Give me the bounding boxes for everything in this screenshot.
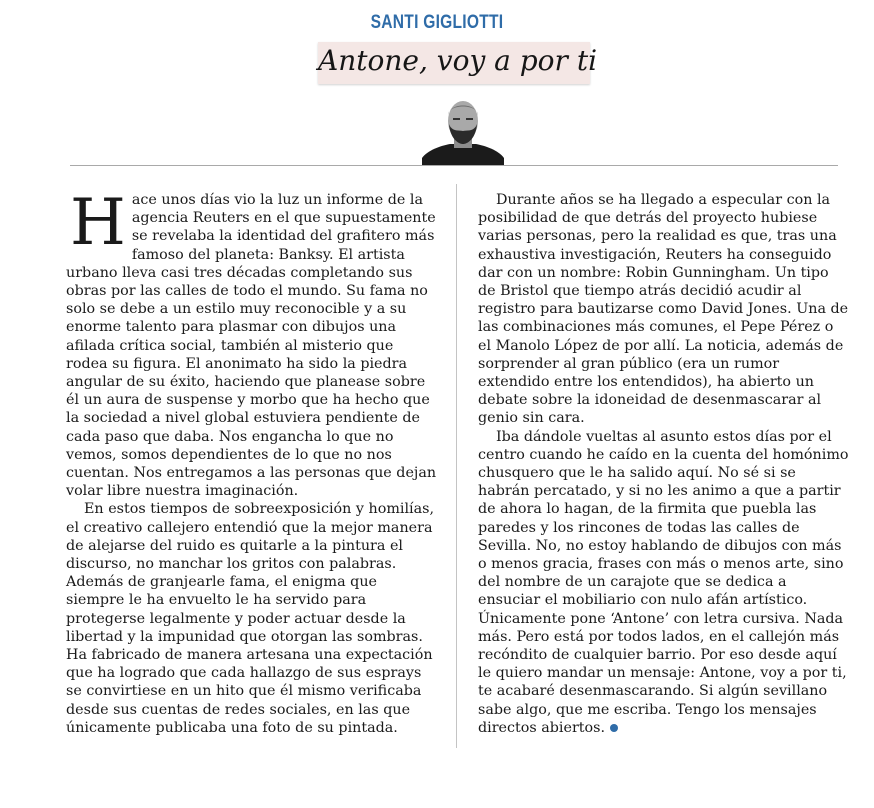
paragraph: Iba dándole vueltas al asunto estos días por el centro cuando he caído en la cuenta del homónimo chusquero que le ha salido aquí. No sé si se habrán percatado, y si no les animo a que a partir de ahora lo hagan, de la firmita que puebla las paredes y los rincones de todas las calles de Sevilla. No, no estoy hablando de dibujos con más o menos gracia, frases con más o menos arte, sino del nombre de un carajote que se dedica a ensuciar el mobiliario con nulo afán artístico. Únicamente pone ‘Antone’ con letra cursiva. Nada más. Pero está por todos lados, en el callejón más recóndito de cualquier barrio. Por eso desde aquí le quiero mandar un mensaje: Antone, voy a por ti, te acabaré desenmascarando. Si algún sevillano sabe algo, que me escriba. Tengo los mensajes directos abiertos. xyxy=(478,428,849,736)
paragraph: Durante años se ha llegado a especular con la posibilidad de que detrás del proyecto hubiese varias personas, pero la realidad es que, tras una exhaustiva investigación, Reuters ha conseguido dar con un nombre: Robin Gunningham. Un tipo de Bristol que tiempo atrás decidió acudir al registro para bautizarse como David Jones. Una de las combinaciones más comunes, el Pepe Pérez o el Manolo López de por allí. La noticia, además de sorprender al gran público (era un rumor extendido entre los entendidos), ha abierto un debate sobre la idoneidad de desenmascarar al genio sin cara. xyxy=(478,192,849,427)
drop-cap: H xyxy=(70,186,126,260)
paragraph: En estos tiempos de sobreexposición y homilías, el creativo callejero entendió que la mejor manera de alejarse del ruido es quitarle a la pintura el discurso, no manchar los gritos con palabras. Además de granjearle fama, el enigma que siempre le ha envuelto le ha servido para protegerse legalmente y poder actuar desde la libertad y la impunidad que otorgan las sombras. Ha fabricado de manera artesana una expectación que ha logrado que cada hallazgo de sus esprays se convirtiese en un hito que él mismo verificaba desde sus cuentas de redes sociales, en las que únicamente publicaba una foto de su pintada. xyxy=(66,501,434,736)
article-column-left xyxy=(66,186,438,737)
header-divider xyxy=(70,165,838,166)
column-divider xyxy=(456,184,457,748)
paragraph: Hace unos días vio la luz un informe de la agencia Reuters en el que supuestamente se revelaba la identidad del grafitero más famoso del planeta: Banksy. El artista urbano lleva casi tres décadas completando sus obras por las calles de todo el mundo. Su fama no solo se debe a un estilo muy reconocible y a su enorme talento para plasmar con dibujos una afilada crítica social, también al misterio que rodea su figura. El anonimato ha sido la piedra angular de su éxito, haciendo que planease sobre él un aura de suspense y morbo que ha hecho que la sociedad a nivel global estuviera pendiente de cada paso que daba. Nos engancha lo que no vemos, somos dependientes de lo que no nos cuentan. Nos entregamos a las personas que dejan volar libre nuestra imaginación. xyxy=(66,186,437,500)
author-portrait-icon xyxy=(422,94,504,166)
article-column-right xyxy=(478,191,850,737)
end-mark-icon xyxy=(610,724,618,732)
headline: Antone, voy a por ti xyxy=(318,44,598,77)
author-name: SANTI GIGLIOTTI xyxy=(370,12,504,33)
